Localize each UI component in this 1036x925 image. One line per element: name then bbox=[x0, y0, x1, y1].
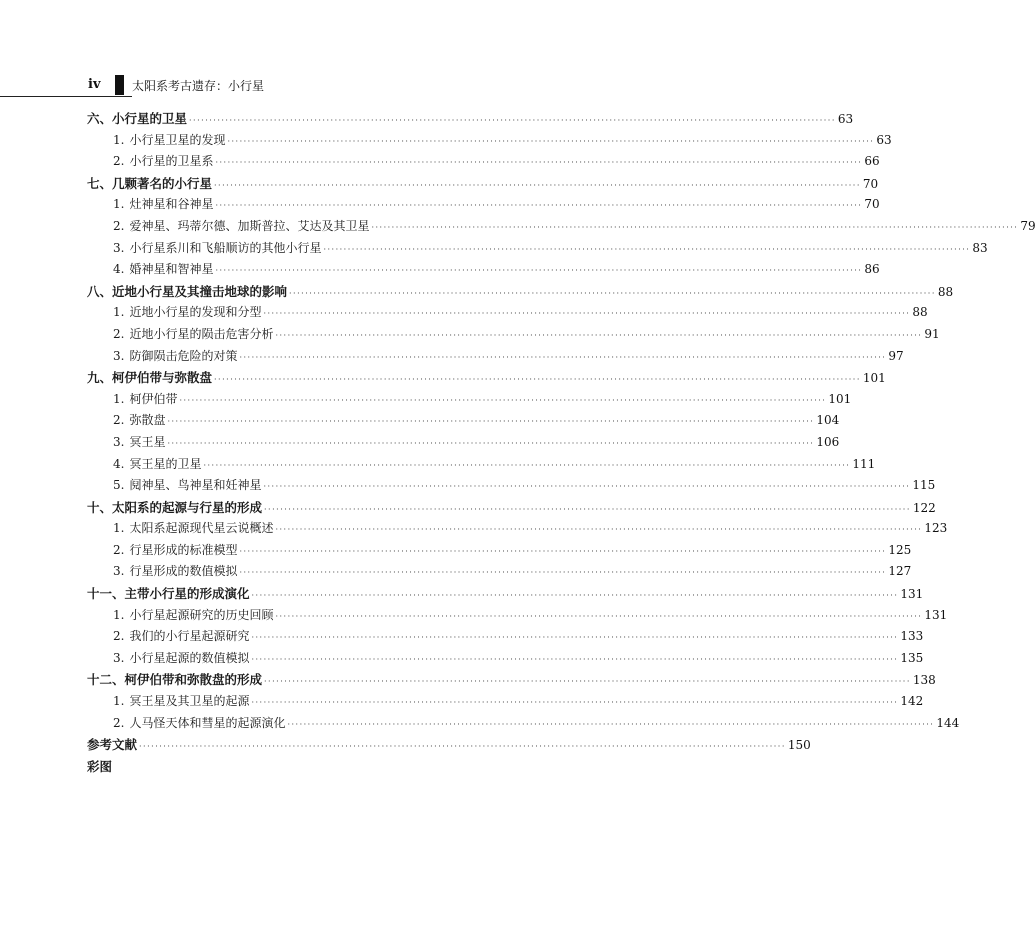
toc-leader-dots: ································································································································································ bbox=[264, 677, 911, 687]
toc-section-entry[interactable] bbox=[87, 540, 912, 562]
toc-page-number: 79 bbox=[1020, 218, 1036, 233]
toc-entry-title: 十一、主带小行星的形成演化 bbox=[87, 586, 250, 602]
header-rule bbox=[0, 96, 132, 97]
toc-entry-title bbox=[113, 346, 237, 368]
toc-chapter-entry[interactable] bbox=[87, 583, 924, 605]
table-of-contents bbox=[87, 108, 1036, 777]
toc-leader-dots: ································································································································································ bbox=[214, 375, 861, 385]
toc-leader-dots: ································································································································································ bbox=[227, 136, 875, 146]
toc-section-entry[interactable] bbox=[87, 238, 988, 260]
toc-entry-title bbox=[113, 194, 213, 216]
toc-leader-dots: ································································································································································ bbox=[289, 288, 936, 298]
running-header bbox=[0, 72, 661, 98]
book-title: 太阳系考古遗存：小行星 bbox=[132, 79, 265, 93]
toc-entry-text: 冥王星的卫星 bbox=[129, 456, 202, 471]
toc-leader-dots: ································································································································································ bbox=[215, 158, 863, 168]
toc-entry-title bbox=[113, 259, 213, 281]
toc-leader-dots: ································································································································································ bbox=[239, 352, 887, 362]
toc-leader-dots: ································································································································································ bbox=[275, 330, 923, 340]
toc-entry-number: 1. bbox=[113, 132, 125, 147]
toc-chapter-entry[interactable] bbox=[87, 108, 854, 130]
toc-page-number: 66 bbox=[864, 154, 880, 169]
toc-entry-text: 灶神星和谷神星 bbox=[129, 197, 214, 212]
page-number: iv bbox=[88, 77, 101, 92]
toc-entry-number: 2. bbox=[113, 154, 125, 169]
toc-page-number: 131 bbox=[900, 587, 924, 602]
toc-page-number: 63 bbox=[876, 132, 892, 147]
toc-page-number: 115 bbox=[912, 478, 936, 493]
toc-entry-title bbox=[113, 648, 249, 670]
toc-entry-title bbox=[113, 605, 273, 627]
toc-entry-title bbox=[113, 324, 273, 346]
toc-entry-number: 5. bbox=[113, 478, 125, 493]
toc-section-entry[interactable] bbox=[87, 302, 928, 324]
toc-entry-title: 十二、柯伊伯带和弥散盘的形成 bbox=[87, 672, 263, 688]
toc-entry-number: 1. bbox=[113, 391, 125, 406]
toc-page-number: 127 bbox=[888, 564, 912, 579]
toc-leader-dots: ································································································································································ bbox=[215, 201, 863, 211]
toc-page-number: 111 bbox=[852, 456, 876, 471]
toc-entry-title: 九、柯伊伯带与弥散盘 bbox=[87, 370, 213, 386]
toc-entry-title bbox=[113, 302, 261, 324]
toc-page-number: 144 bbox=[936, 715, 960, 730]
toc-page-number: 131 bbox=[924, 607, 948, 622]
toc-section-entry[interactable] bbox=[87, 648, 924, 670]
toc-entry-title bbox=[113, 454, 201, 476]
toc-leader-dots: ································································································································································ bbox=[371, 222, 1019, 232]
toc-section-entry[interactable] bbox=[87, 432, 840, 454]
toc-entry-number: 1. bbox=[113, 305, 125, 320]
toc-page-number: 101 bbox=[862, 371, 886, 386]
toc-entry-text: 近地小行星的发现和分型 bbox=[129, 305, 262, 320]
toc-section-entry[interactable] bbox=[87, 410, 840, 432]
toc-entry-title: 六、小行星的卫星 bbox=[87, 111, 188, 126]
toc-section-entry[interactable] bbox=[87, 713, 960, 735]
toc-entry-title bbox=[113, 540, 237, 562]
toc-entry-title bbox=[113, 626, 249, 648]
toc-leader-dots: ································································································································································ bbox=[251, 698, 899, 708]
toc-page-number: 63 bbox=[837, 112, 854, 126]
toc-entry-text: 小行星起源的数值模拟 bbox=[129, 650, 250, 665]
toc-entry-text: 小行星起源研究的历史回顾 bbox=[129, 607, 274, 622]
toc-entry-number: 4. bbox=[113, 262, 125, 277]
toc-leader-dots: ································································································································································ bbox=[287, 719, 935, 729]
toc-page-number: 70 bbox=[862, 176, 879, 191]
toc-entry-title: 十、太阳系的起源与行星的形成 bbox=[87, 499, 263, 515]
toc-leader-dots: ································································································································································ bbox=[167, 417, 815, 427]
toc-entry-number: 3. bbox=[113, 564, 125, 579]
header-bar-mark bbox=[115, 75, 124, 95]
toc-section-entry[interactable] bbox=[87, 454, 876, 476]
toc-page-number: 104 bbox=[816, 413, 840, 428]
toc-entry-text: 太阳系起源现代星云说概述 bbox=[129, 521, 274, 536]
toc-entry-title bbox=[113, 130, 225, 152]
toc-leader-dots: ································································································································································ bbox=[215, 266, 863, 276]
toc-section-entry[interactable] bbox=[87, 194, 880, 216]
toc-entry-title bbox=[113, 691, 249, 713]
toc-leader-dots: ································································································································································ bbox=[263, 309, 911, 319]
toc-chapter-entry[interactable] bbox=[87, 756, 576, 778]
toc-entry-number: 1. bbox=[113, 607, 125, 622]
toc-entry-number: 1. bbox=[113, 197, 125, 212]
toc-entry-title bbox=[113, 475, 261, 497]
toc-section-entry[interactable] bbox=[87, 605, 948, 627]
toc-entry-number: 2. bbox=[113, 715, 125, 730]
toc-entry-title bbox=[113, 432, 165, 454]
toc-chapter-entry[interactable] bbox=[87, 281, 954, 303]
toc-page-number: 88 bbox=[912, 305, 928, 320]
toc-page-number: 135 bbox=[900, 650, 924, 665]
toc-leader-dots: ································································································································································ bbox=[263, 482, 911, 492]
toc-page-number: 142 bbox=[900, 694, 924, 709]
toc-leader-dots: ································································································································································ bbox=[214, 180, 861, 190]
toc-entry-text: 冥王星及其卫星的起源 bbox=[129, 694, 250, 709]
toc-section-entry[interactable] bbox=[87, 626, 924, 648]
toc-chapter-entry[interactable] bbox=[87, 669, 936, 691]
toc-page-number: 83 bbox=[972, 240, 988, 255]
toc-entry-text: 小行星的卫星系 bbox=[129, 154, 214, 169]
toc-leader-dots: ································································································································································ bbox=[251, 633, 899, 643]
toc-entry-text: 行星形成的标准模型 bbox=[129, 542, 238, 557]
toc-entry-number: 4. bbox=[113, 456, 125, 471]
toc-entry-number: 2. bbox=[113, 218, 125, 233]
toc-entry-title: 彩图 bbox=[87, 758, 113, 774]
toc-entry-number: 3. bbox=[113, 240, 125, 255]
toc-entry-title bbox=[113, 389, 177, 411]
toc-page-number: 150 bbox=[787, 738, 811, 753]
toc-entry-number: 1. bbox=[113, 694, 125, 709]
toc-entry-title bbox=[113, 238, 321, 260]
toc-entry-title bbox=[113, 518, 273, 540]
toc-leader-dots: ································································································································································ bbox=[239, 568, 887, 578]
toc-section-entry[interactable] bbox=[87, 346, 904, 368]
toc-page-number: 91 bbox=[924, 326, 940, 341]
toc-page-number: 86 bbox=[864, 262, 880, 277]
toc-entry-title bbox=[113, 151, 213, 173]
toc-entry-number: 2. bbox=[113, 542, 125, 557]
toc-section-entry[interactable] bbox=[87, 216, 1036, 238]
toc-entry-text: 弥散盘 bbox=[129, 413, 166, 428]
toc-entry-title bbox=[113, 216, 369, 238]
toc-section-entry[interactable] bbox=[87, 561, 912, 583]
toc-entry-text: 柯伊伯带 bbox=[129, 391, 178, 406]
toc-page-number: 97 bbox=[888, 348, 904, 363]
toc-page-number: 122 bbox=[912, 500, 936, 515]
toc-entry-title: 八、近地小行星及其撞击地球的影响 bbox=[87, 283, 288, 299]
toc-entry-text: 爱神星、玛蒂尔德、加斯普拉、艾达及其卫星 bbox=[129, 218, 370, 233]
toc-entry-text: 婚神星和智神星 bbox=[129, 262, 214, 277]
toc-chapter-entry[interactable] bbox=[87, 173, 879, 195]
toc-page-number: 125 bbox=[888, 542, 912, 557]
toc-chapter-entry[interactable] bbox=[87, 734, 811, 756]
toc-entry-text: 小行星系川和飞船顺访的其他小行星 bbox=[129, 240, 322, 255]
toc-entry-text: 冥王星 bbox=[129, 434, 166, 449]
toc-entry-number: 1. bbox=[113, 521, 125, 536]
toc-entry-text: 小行星卫星的发现 bbox=[129, 132, 226, 147]
toc-section-entry[interactable] bbox=[87, 691, 924, 713]
toc-leader-dots: ································································································································································ bbox=[239, 546, 887, 556]
toc-page-number: 138 bbox=[912, 673, 936, 688]
toc-entry-text: 行星形成的数值模拟 bbox=[129, 564, 238, 579]
toc-page-number: 106 bbox=[816, 434, 840, 449]
toc-page-number: 70 bbox=[864, 197, 880, 212]
toc-section-entry[interactable] bbox=[87, 475, 936, 497]
toc-section-entry[interactable] bbox=[87, 259, 880, 281]
toc-entry-text: 近地小行星的陨击危害分析 bbox=[129, 326, 274, 341]
toc-entry-text: 我们的小行星起源研究 bbox=[129, 629, 250, 644]
toc-entry-title bbox=[113, 713, 285, 735]
toc-chapter-entry[interactable] bbox=[87, 367, 886, 389]
toc-section-entry[interactable] bbox=[87, 518, 948, 540]
toc-leader-dots: ································································································································································ bbox=[179, 395, 827, 405]
toc-leader-dots: ································································································································································ bbox=[275, 525, 923, 535]
toc-chapter-entry[interactable] bbox=[87, 497, 936, 519]
toc-entry-title bbox=[113, 561, 237, 583]
toc-entry-title bbox=[113, 410, 165, 432]
toc-page-number: 101 bbox=[828, 391, 852, 406]
toc-leader-dots: ································································································································································ bbox=[139, 742, 786, 752]
toc-page-number: 123 bbox=[924, 521, 948, 536]
toc-entry-number: 2. bbox=[113, 326, 125, 341]
toc-leader-dots: ································································································································································ bbox=[275, 611, 923, 621]
toc-entry-text: 阋神星、鸟神星和妊神星 bbox=[129, 478, 262, 493]
toc-leader-dots: ································································································································································ bbox=[167, 438, 815, 448]
toc-section-entry[interactable] bbox=[87, 389, 852, 411]
toc-entry-text: 防御陨击危险的对策 bbox=[129, 348, 238, 363]
toc-section-entry[interactable] bbox=[87, 130, 892, 152]
toc-entry-text: 人马怪天体和彗星的起源演化 bbox=[129, 715, 286, 730]
toc-leader-dots: ································································································································································ bbox=[189, 116, 836, 125]
toc-entry-number: 2. bbox=[113, 629, 125, 644]
toc-leader-dots: ································································································································································ bbox=[251, 591, 899, 601]
toc-page-number: 88 bbox=[937, 284, 954, 299]
toc-entry-number: 3. bbox=[113, 348, 125, 363]
toc-leader-dots: ································································································································································ bbox=[264, 504, 911, 514]
toc-leader-dots: ································································································································································ bbox=[203, 460, 851, 470]
toc-entry-number: 3. bbox=[113, 434, 125, 449]
toc-leader-dots: ································································································································································ bbox=[323, 244, 971, 254]
toc-entry-number: 3. bbox=[113, 650, 125, 665]
toc-section-entry[interactable] bbox=[87, 324, 940, 346]
toc-leader-dots: ································································································································································ bbox=[251, 654, 899, 664]
toc-page-number: 133 bbox=[900, 629, 924, 644]
toc-section-entry[interactable] bbox=[87, 151, 880, 173]
toc-entry-title: 参考文献 bbox=[87, 737, 138, 753]
toc-entry-title: 七、几颗著名的小行星 bbox=[87, 175, 213, 191]
toc-entry-number: 2. bbox=[113, 413, 125, 428]
